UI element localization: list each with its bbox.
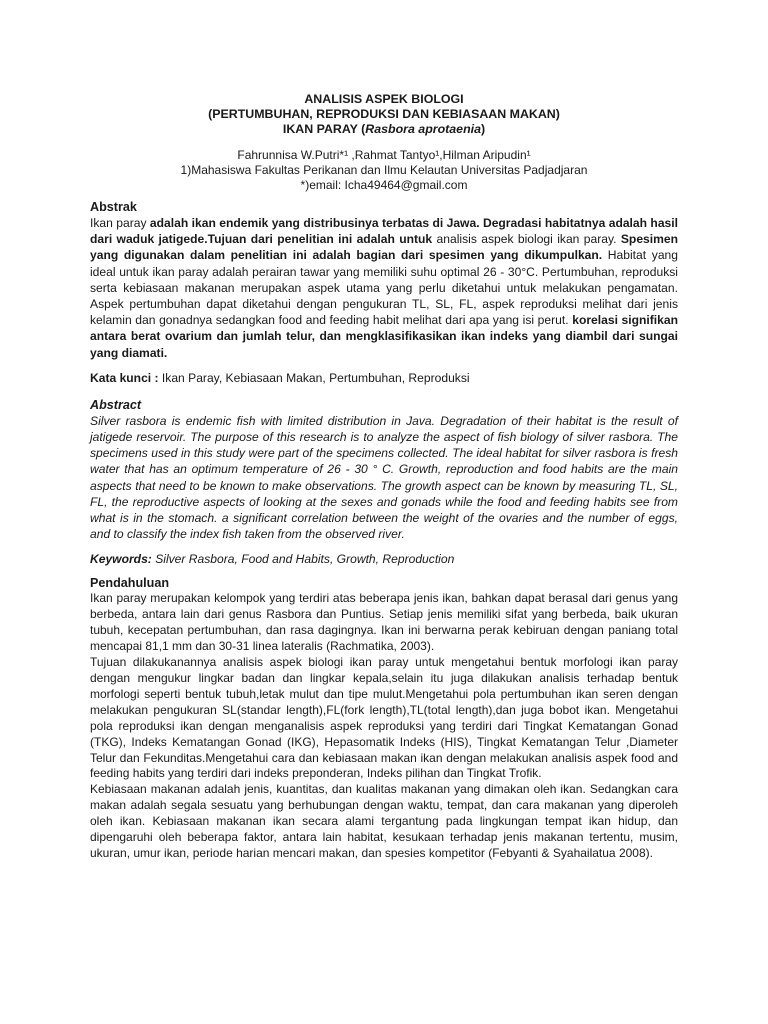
abstract-paragraph: Silver rasbora is endemic fish with limited distribution in Java. Degradation of their habitat is the result of jatigede reservoir. The purpose of this research is to analyze the aspect of fish biology of silver rasbora. The specimens used in this study were part of the specimens collected. The ideal habitat for silver rasbora is fresh water that has an optimum temperature of 26 - 30 ° C. Growth, reproduction and food habits are the main aspects that need to be known to make observations. The growth aspect can be known by measuring TL, SL, FL, the reproductive aspects of looking at the sexes and gonads while the food and feeding habits see from what is in the stomach. a significant correlation between the weight of the ovaries and the number of eggs, and to classify the index fish taken from the observed river. <box>90 413 678 542</box>
pendahuluan-paragraph-2: Tujuan dilakukanannya analisis aspek biologi ikan paray untuk mengetahui bentuk morfologi ikan paray dengan mengukur lingkar badan dan lingkar kepala,selain itu juga dilakukan analisis terhadap bentuk morfologi seperti bentuk tubuh,letak mulut dan tipe mulut.Mengetahui pola pertumbuhan ikan seren dengan melakukan pengukuran SL(standar length),FL(fork length),TL(total length),dan juga bobot ikan. Mengetahui pola reproduksi ikan dengan menganalisis aspek reproduksi yang terdiri dari Tingkat Kematangan Gonad (TKG), Indeks Kematangan Gonad (IKG), Hepasomatik Indeks (HIS), Tingkat Kematangan Telur ,Diameter Telur dan Fekunditas.Mengetahui cara dan kebiasaan makan ikan dengan melakukan analisis aspek food and feeding habits yang terdiri dari indeks preponderan, Indeks pilihan dan Tingkat Trofik. <box>90 655 678 781</box>
abstrak-paragraph: Ikan paray adalah ikan endemik yang distribusinya terbatas di Jawa. Degradasi habitatnya adalah hasil dari waduk jatigede.Tujuan dari penelitian ini adalah untuk analisis aspek biologi ikan paray. Spesimen yang digunakan dalam penelitian ini adalah bagian dari spesimen yang dikumpulkan. Habitat yang ideal untuk ikan paray adalah perairan tawar yang memiliki suhu optimal 26 - 30°C. Pertumbuhan, reproduksi serta kebiasaan makanan merupakan aspek utama yang perlu diketahui untuk melakukan pengamatan. Aspek pertumbuhan dapat diketahui dengan pengukuran TL, SL, FL, aspek reproduksi melihat dari jenis kelamin dan gonadnya sedangkan food and feeding habit melihat dari apa yang isi perut. korelasi signifikan antara berat ovarium dan jumlah telur, dan mengklasifikasikan ikan indeks yang diambil dari sungai yang diamati. <box>90 216 679 360</box>
keywords-label: Keywords: <box>90 552 152 567</box>
abstrak-heading: Abstrak <box>90 200 137 214</box>
kata-kunci-label: Kata kunci : <box>90 370 159 385</box>
keywords <box>90 551 678 567</box>
pendahuluan-heading: Pendahuluan <box>90 576 170 591</box>
document-page <box>90 92 678 862</box>
pendahuluan-paragraph-3: Kebiasaan makanan adalah jenis, kuantitas, dan kualitas makanan yang dimakan oleh ikan. Sedangkan cara makan adalah segala sesuatu yang berhubungan dengan waktu, tempat, dan cara makanan yang diperoleh oleh ikan. Kebiasaan makanan ikan secara alami tergantung pada lingkungan tempat ikan hidup, dan dipengaruhi oleh beberapa faktor, antara lain habitat, kesukaan terhadap jenis makanan tertentu, musim, ukuran, umur ikan, periode harian mencari makan, dan spesies kompetitor (Febyanti & Syahailatua 2008). <box>90 782 678 860</box>
kata-kunci-value: Ikan Paray, Kebiasaan Makan, Pertumbuhan, Reproduksi <box>158 370 470 385</box>
author-affiliation: 1)Mahasiswa Fakultas Perikanan dan Ilmu Kelautan Universitas Padjadjaran <box>180 163 588 177</box>
author-names: Fahrunnisa W.Putri*¹ ,Rahmat Tantyo¹,Hilman Aripudin¹ <box>237 148 531 162</box>
author-block <box>90 148 678 193</box>
species-name: Rasbora aprotaenia <box>365 122 481 136</box>
pendahuluan-paragraph-1: Ikan paray merupakan kelompok yang terdiri atas beberapa jenis ikan, bahkan dapat berasal dari genus yang berbeda, antara lain dari genus Rasbora dan Puntius. Setiap jenis memiliki sifat yang berbeda, baik ukuran tubuh, kecepatan pertumbuhan, dan rasa dagingnya. Ikan ini berwarna perak kebiruan dengan paniang total mencapai 81,1 mm dan 30-31 linea lateralis (Rachmatika, 2003). <box>90 591 678 654</box>
keywords-value: Silver Rasbora, Food and Habits, Growth, Reproduction <box>151 552 455 567</box>
title-line-3: IKAN PARAY (Rasbora aprotaenia) <box>282 122 486 136</box>
title-line-2: (PERTUMBUHAN, REPRODUKSI DAN KEBIASAAN MAKAN) <box>208 107 560 121</box>
kata-kunci <box>90 370 678 386</box>
paper-title <box>90 92 678 137</box>
abstract-heading: Abstract <box>90 397 142 412</box>
author-email: *)email: Icha49464@gmail.com <box>300 178 468 192</box>
title-line-1: ANALISIS ASPEK BIOLOGI <box>304 92 464 106</box>
